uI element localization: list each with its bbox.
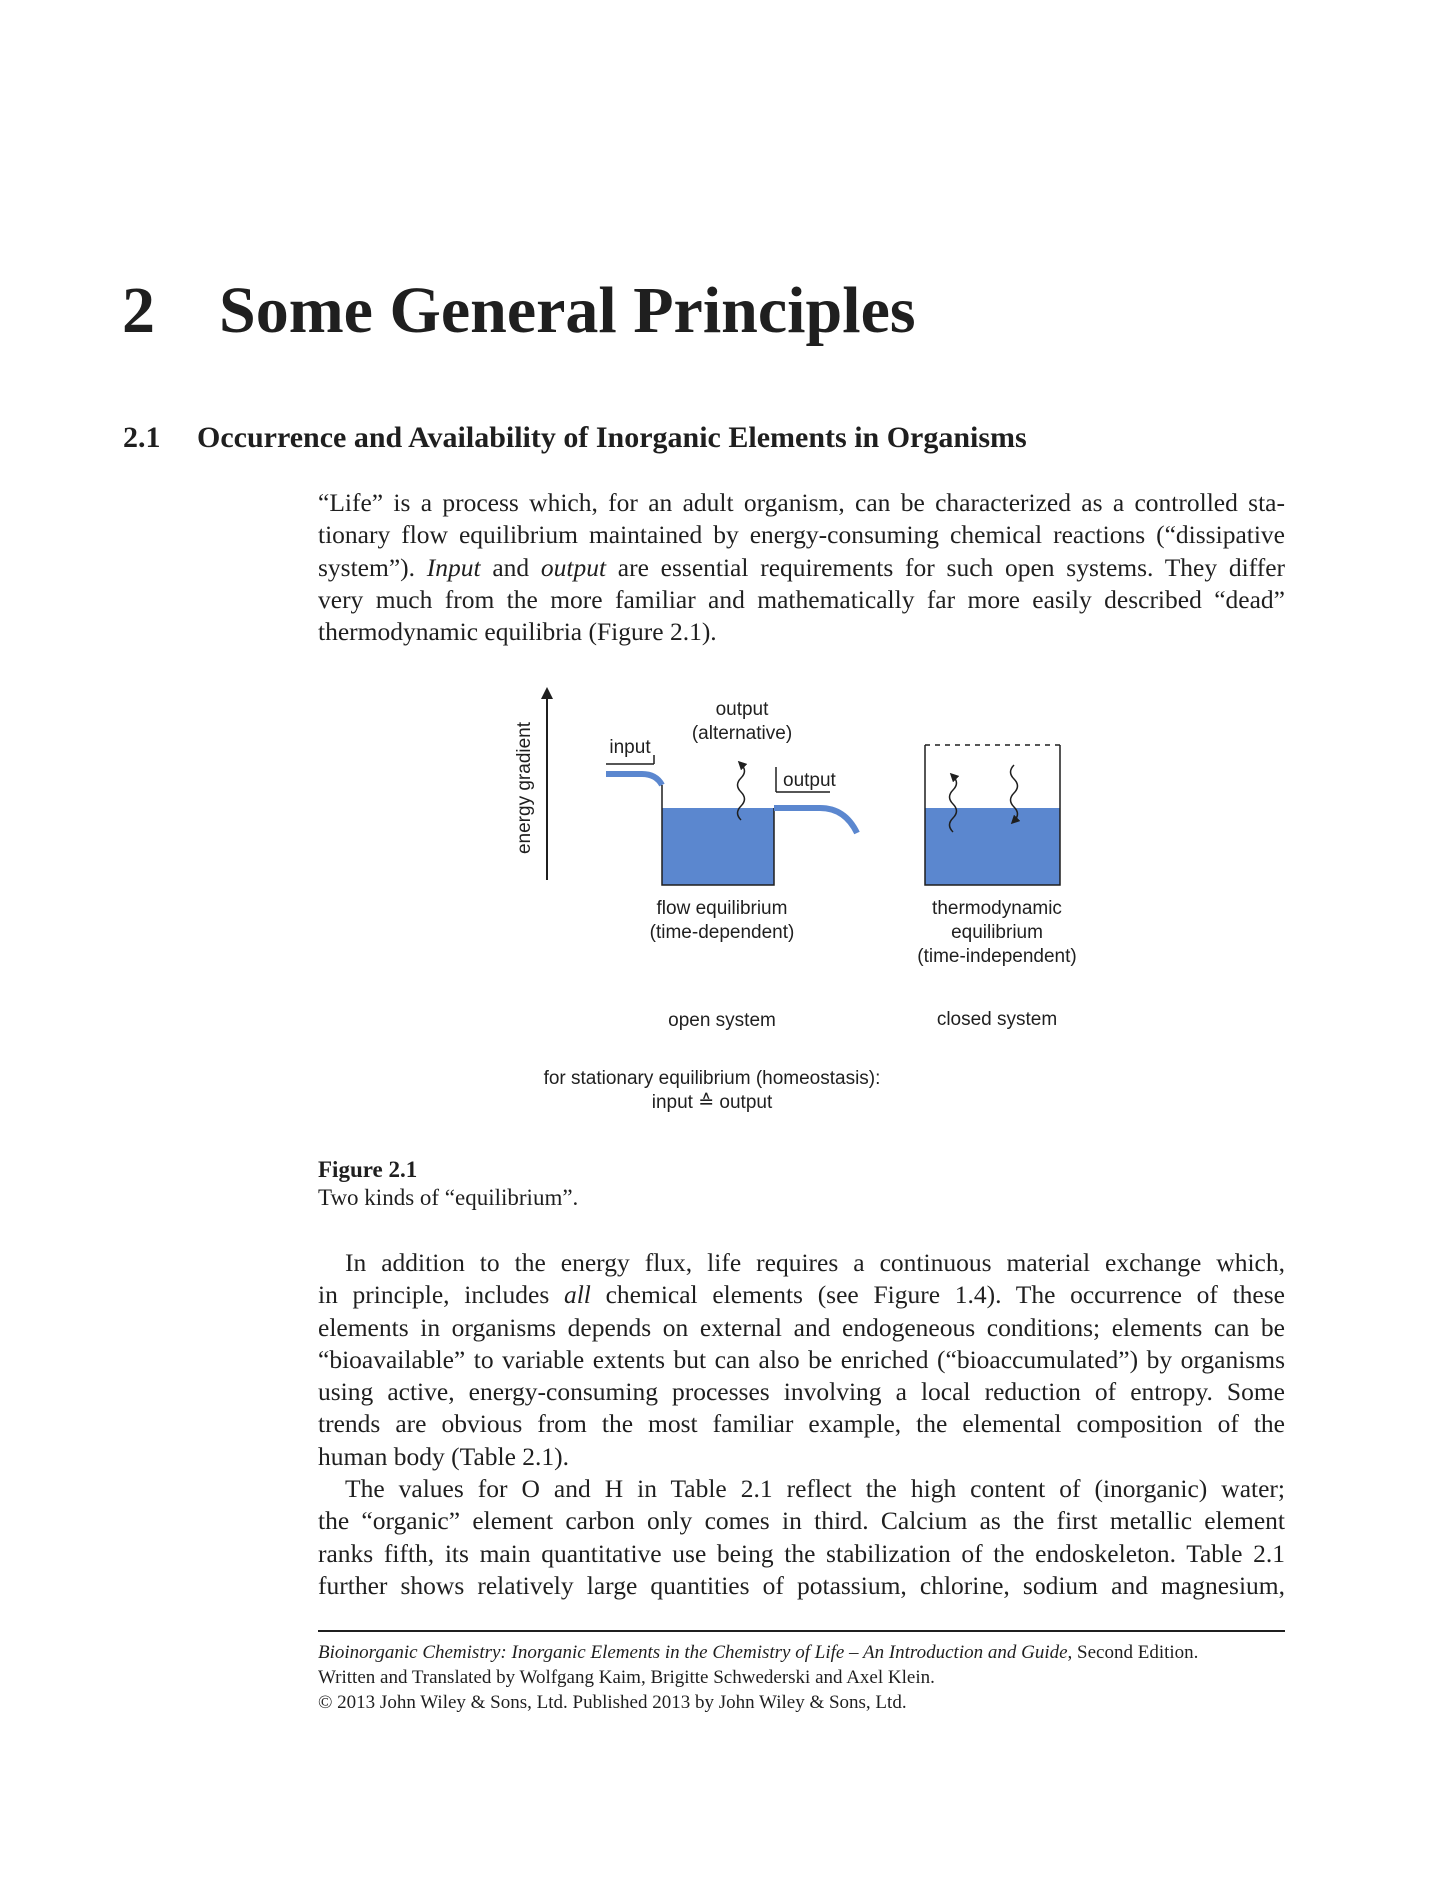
flow-equilibrium-label-2: (time-dependent) <box>649 922 795 943</box>
paragraph-line: “Life” is a process which, for an adult organism, can be characterized as a controlled sta- <box>318 488 1285 517</box>
thermodynamic-label-1: thermodynamic <box>932 898 1062 919</box>
figure-caption-text: Two kinds of “equilibrium”. <box>318 1185 579 1210</box>
section-title: Occurrence and Availability of Inorganic Elements in Organisms <box>197 421 1027 454</box>
paragraph-line: very much from the more familiar and mathematically far more easily described “dead” <box>318 584 1285 614</box>
chapter-number: 2 <box>122 274 155 347</box>
footer-divider <box>318 1630 1285 1632</box>
thermodynamic-label-3: (time-independent) <box>917 946 1077 967</box>
paragraph-line: system”). Input and output are essential requirements for such open systems. They differ <box>318 552 1285 582</box>
paragraph-line: ranks fifth, its main quantitative use being the stabilization of the endoskeleton. Table 2.1 <box>318 1538 1285 1568</box>
input-pipe <box>606 774 662 785</box>
open-system-label: open system <box>668 1010 776 1031</box>
paragraph-body <box>318 1247 1285 1602</box>
flow-tank-water <box>662 808 774 885</box>
paragraph-line: tionary flow equilibrium maintained by energy-consuming chemical reactions (“dissipative <box>318 520 1285 550</box>
chapter-heading <box>122 274 916 347</box>
paragraph-line: In addition to the energy flux, life requires a continuous material exchange which, <box>345 1248 1285 1277</box>
footer-book-line <box>318 1640 1285 1665</box>
stationary-label-2: input ≙ output <box>651 1092 773 1113</box>
paragraph-line: the “organic” element carbon only comes in third. Calcium as the first metallic element <box>318 1506 1285 1536</box>
paragraph-line: trends are obvious from the most familiar example, the elemental composition of the <box>318 1409 1285 1439</box>
stationary-label-1: for stationary equilibrium (homeostasis): <box>543 1068 881 1089</box>
emphasis-input: Input <box>426 552 481 582</box>
emphasis-output: output <box>540 552 607 582</box>
paragraph-line: using active, energy-consuming processes involving a local reduction of entropy. Some <box>318 1377 1285 1407</box>
output-alternative-label-1: output <box>715 699 769 720</box>
output-pipe <box>774 808 857 833</box>
paragraph-line: further shows relatively large quantities of potassium, chlorine, sodium and magnesium, <box>318 1570 1285 1600</box>
footer-copyright: © 2013 John Wiley & Sons, Ltd. Published 2013 by John Wiley & Sons, Ltd. <box>318 1692 907 1713</box>
equilibrium-figure <box>500 685 1120 1135</box>
thermodynamic-label-2: equilibrium <box>951 922 1043 943</box>
paragraph-line: elements in organisms depends on external and endogeneous conditions; elements can be <box>318 1312 1285 1342</box>
output-label: output <box>783 770 836 791</box>
paragraph-line: human body (Table 2.1). <box>318 1441 570 1471</box>
paragraph-intro <box>318 487 1285 648</box>
footer-authors: Written and Translated by Wolfgang Kaim, Brigitte Schwederski and Axel Klein. <box>318 1667 935 1688</box>
section-heading <box>123 420 1027 456</box>
paragraph-line: The values for O and H in Table 2.1 reflect the high content of (inorganic) water; <box>345 1474 1285 1504</box>
energy-gradient-label: energy gradient <box>514 721 535 855</box>
closed-system-label: closed system <box>936 1009 1058 1030</box>
footer-book-title: Bioinorganic Chemistry: Inorganic Elements in the Chemistry of Life – An Introduction and Guide <box>318 1642 1068 1663</box>
section-number: 2.1 <box>123 421 161 454</box>
flow-equilibrium-label-1: flow equilibrium <box>656 898 788 919</box>
input-label: input <box>609 737 651 758</box>
closed-tank-water <box>925 808 1060 885</box>
figure-caption <box>318 1156 578 1212</box>
output-alternative-label-2: (alternative) <box>691 723 793 744</box>
chapter-title: Some General Principles <box>219 274 916 347</box>
figure-caption-label: Figure 2.1 <box>318 1157 418 1182</box>
emphasis-all: all <box>563 1280 591 1310</box>
paragraph-line: “bioavailable” to variable extents but can also be enriched (“bioaccumulated”) by organisms <box>318 1344 1285 1374</box>
paragraph-line: thermodynamic equilibria (Figure 2.1). <box>318 617 717 647</box>
page-footer <box>318 1640 1285 1715</box>
footer-edition: , Second Edition. <box>1067 1642 1199 1663</box>
paragraph-line: in principle, includes all chemical elements (see Figure 1.4). The occurrence of these <box>318 1280 1285 1310</box>
